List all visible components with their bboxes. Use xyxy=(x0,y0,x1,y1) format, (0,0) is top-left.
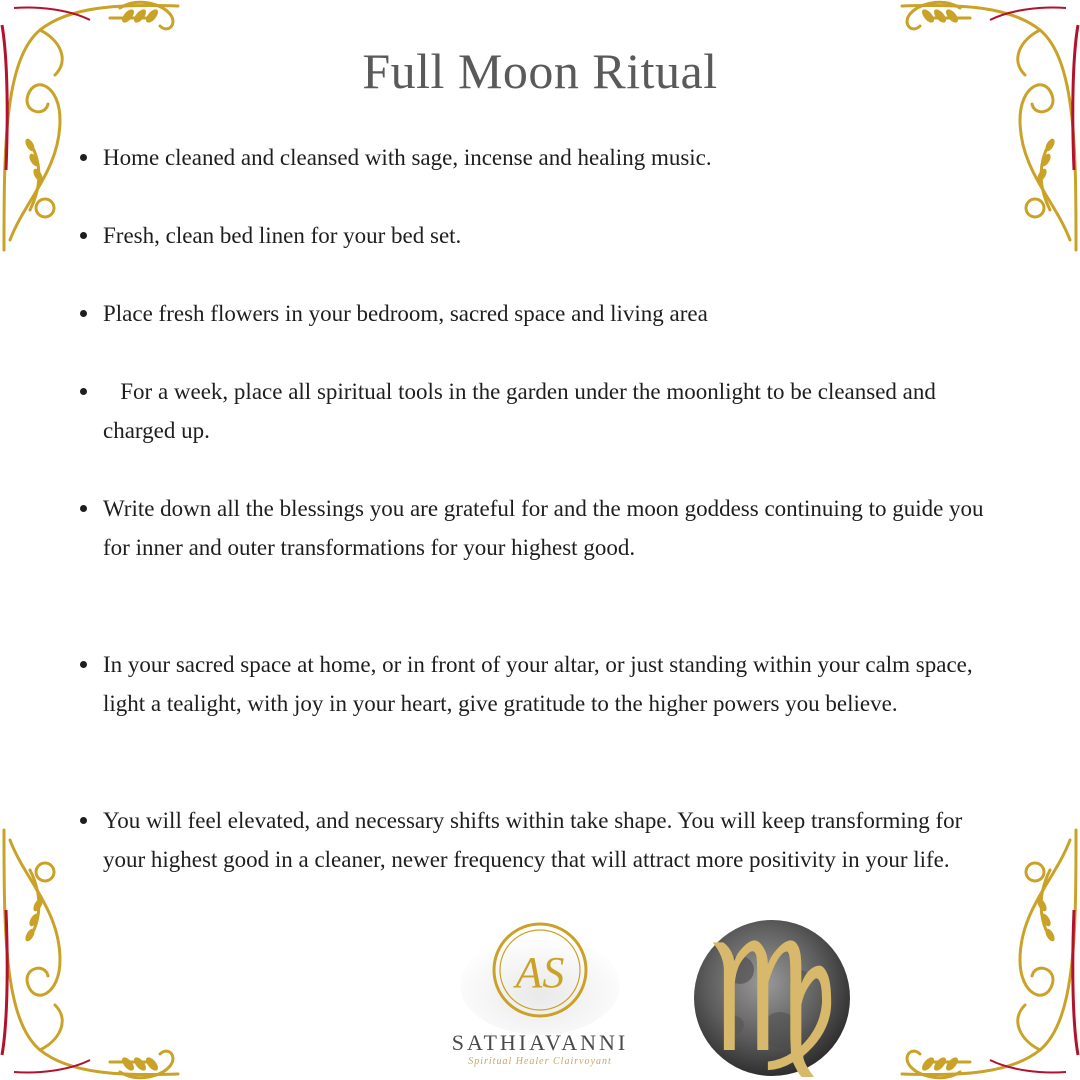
list-item-text: Home cleaned and cleansed with sage, incense and healing music. xyxy=(103,145,712,170)
bullet-icon xyxy=(80,505,87,512)
bullet-icon xyxy=(80,154,87,161)
bullet-icon xyxy=(80,388,87,395)
virgo-symbol-icon: ♍ xyxy=(704,912,840,1080)
moon-virgo-image xyxy=(680,910,860,1080)
list-item xyxy=(78,645,988,723)
list-item xyxy=(78,489,988,567)
moon-icon xyxy=(680,910,860,1080)
list-item xyxy=(78,216,988,255)
list-item xyxy=(78,138,988,177)
list-item-text: For a week, place all spiritual tools in the garden under the moonlight to be cleansed and charged up. xyxy=(103,379,942,443)
brand-name: SATHIAVANNI xyxy=(451,1030,629,1055)
page-title: Full Moon Ritual xyxy=(362,43,718,99)
bullet-icon xyxy=(80,661,87,668)
list-item xyxy=(78,372,988,450)
list-item-text: In your sacred space at home, or in front of your altar, or just standing within your calm space, light a tealight, with joy in your heart, give gratitude to the higher powers you believe. xyxy=(103,652,973,716)
list-item-text: You will feel elevated, and necessary shifts within take shape. You will keep transforming for your highest good in a cleaner, newer frequency that will attract more positivity in your life. xyxy=(103,808,963,872)
monogram-icon xyxy=(455,915,625,1035)
list-item-text: Write down all the blessings you are grateful for and the moon goddess continuing to guide you for inner and outer transformations for your highest good. xyxy=(103,496,984,560)
list-item-text: Place fresh flowers in your bedroom, sacred space and living area xyxy=(103,301,708,326)
bullet-icon xyxy=(80,232,87,239)
svg-text:AS: AS xyxy=(515,948,565,997)
bullet-icon xyxy=(80,817,87,824)
list-item xyxy=(78,294,988,333)
bullet-icon xyxy=(80,310,87,317)
brand-tagline: Spiritual Healer Clairvoyant xyxy=(468,1056,612,1067)
list-item xyxy=(78,801,988,879)
list-item-text: Fresh, clean bed linen for your bed set. xyxy=(103,223,462,248)
